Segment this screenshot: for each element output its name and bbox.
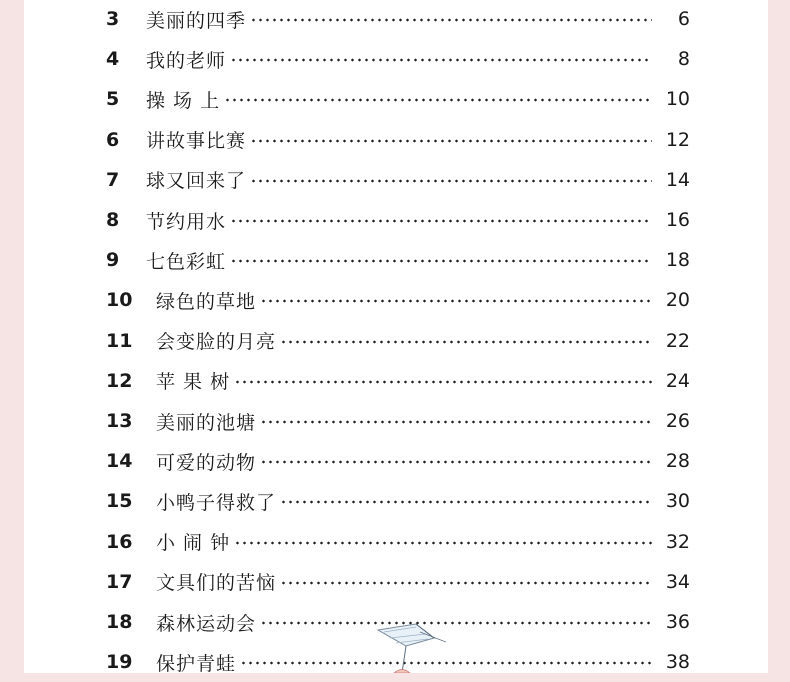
toc-entry-number: 7 xyxy=(106,168,120,191)
toc-entry[interactable] xyxy=(106,562,690,602)
toc-entry[interactable] xyxy=(106,120,690,160)
dot-leader xyxy=(234,541,652,545)
dot-leader xyxy=(260,621,652,625)
toc-entry-page: 38 xyxy=(665,651,690,674)
dot-leader xyxy=(230,219,652,223)
document-page xyxy=(24,0,768,673)
toc-entry[interactable] xyxy=(106,401,690,441)
toc-entry-title: 森林运动会 xyxy=(156,612,257,635)
dot-leader xyxy=(234,380,652,384)
toc-entry-page: 12 xyxy=(665,128,690,151)
toc-entry-title: 美丽的池塘 xyxy=(156,411,257,434)
dot-leader xyxy=(230,58,652,62)
toc-entry-title: 美丽的四季 xyxy=(146,9,247,32)
toc-entry-title: 会变脸的月亮 xyxy=(156,331,277,354)
toc-entry-title: 绿色的草地 xyxy=(156,290,257,313)
toc-entry[interactable] xyxy=(106,0,690,39)
toc-entry[interactable] xyxy=(106,160,690,200)
toc-entry[interactable] xyxy=(106,522,690,562)
toc-entry[interactable] xyxy=(106,240,690,280)
toc-entry-title: 小鸭子得救了 xyxy=(156,491,277,514)
toc-entry-page: 8 xyxy=(677,48,690,71)
toc-entry-number: 12 xyxy=(106,369,133,392)
toc-entry-title: 操 场 上 xyxy=(146,89,221,112)
dot-leader xyxy=(280,581,652,585)
dot-leader xyxy=(240,661,652,665)
toc-entry-title: 讲故事比赛 xyxy=(146,130,247,153)
toc-entry-page: 36 xyxy=(665,611,690,633)
toc-entry-page: 14 xyxy=(665,168,690,191)
dot-leader xyxy=(250,18,652,22)
toc-entry-number: 9 xyxy=(106,249,120,272)
toc-entry[interactable] xyxy=(106,441,690,481)
toc-entry[interactable] xyxy=(106,280,690,320)
toc-entry-number: 14 xyxy=(106,450,133,473)
toc-entry-number: 5 xyxy=(106,88,120,111)
toc-entry-title: 球又回来了 xyxy=(146,170,247,193)
dot-leader xyxy=(280,340,652,344)
toc-entry-title: 节约用水 xyxy=(146,210,227,233)
toc-entry-page: 34 xyxy=(665,570,690,593)
dot-leader xyxy=(250,179,652,183)
dot-leader xyxy=(224,98,652,102)
toc-entry-number: 16 xyxy=(106,530,133,553)
dot-leader xyxy=(260,420,652,424)
toc-entry-number: 13 xyxy=(106,410,133,432)
toc-entry-number: 18 xyxy=(106,611,133,633)
dot-leader xyxy=(260,460,652,464)
toc-entry[interactable] xyxy=(106,200,690,240)
toc-entry-page: 10 xyxy=(665,88,690,111)
toc-entry-number: 4 xyxy=(106,48,120,71)
toc-entry-number: 10 xyxy=(106,289,133,312)
dot-leader xyxy=(280,500,652,504)
toc-entry-page: 26 xyxy=(665,410,690,432)
kite-icon xyxy=(376,618,446,673)
toc-entry-page: 28 xyxy=(665,450,690,473)
toc-entry[interactable] xyxy=(106,39,690,79)
toc-entry-page: 20 xyxy=(665,289,690,312)
toc-entry-page: 18 xyxy=(665,249,690,272)
toc-entry-title: 我的老师 xyxy=(146,49,227,72)
dot-leader xyxy=(260,299,652,303)
dot-leader xyxy=(230,259,652,263)
toc-entry[interactable] xyxy=(106,79,690,119)
toc-entry-number: 6 xyxy=(106,128,120,151)
toc-entry-title: 小 闹 钟 xyxy=(156,532,231,555)
toc-entry[interactable] xyxy=(106,321,690,361)
toc-entry-number: 8 xyxy=(106,209,120,231)
toc-entry-title: 保护青蛙 xyxy=(156,652,237,675)
toc-entry[interactable] xyxy=(106,361,690,401)
toc-entry-page: 32 xyxy=(665,530,690,553)
toc-entry-page: 16 xyxy=(665,209,690,231)
toc-entry-page: 30 xyxy=(665,490,690,513)
toc-entry-number: 11 xyxy=(106,329,133,352)
toc-entry-number: 3 xyxy=(106,8,120,30)
toc-entry-page: 24 xyxy=(665,369,690,392)
toc-entry-title: 可爱的动物 xyxy=(156,451,257,474)
toc-entry-number: 15 xyxy=(106,490,133,513)
table-of-contents xyxy=(24,0,768,673)
toc-entry-title: 七色彩虹 xyxy=(146,250,227,273)
toc-entry-page: 6 xyxy=(677,8,690,30)
toc-entry-title: 文具们的苦恼 xyxy=(156,572,277,595)
toc-entry-number: 19 xyxy=(106,651,133,674)
toc-entry-number: 17 xyxy=(106,570,133,593)
toc-entry[interactable] xyxy=(106,481,690,521)
toc-entry-title: 苹 果 树 xyxy=(156,371,231,394)
dot-leader xyxy=(250,139,652,143)
toc-entry-page: 22 xyxy=(665,329,690,352)
